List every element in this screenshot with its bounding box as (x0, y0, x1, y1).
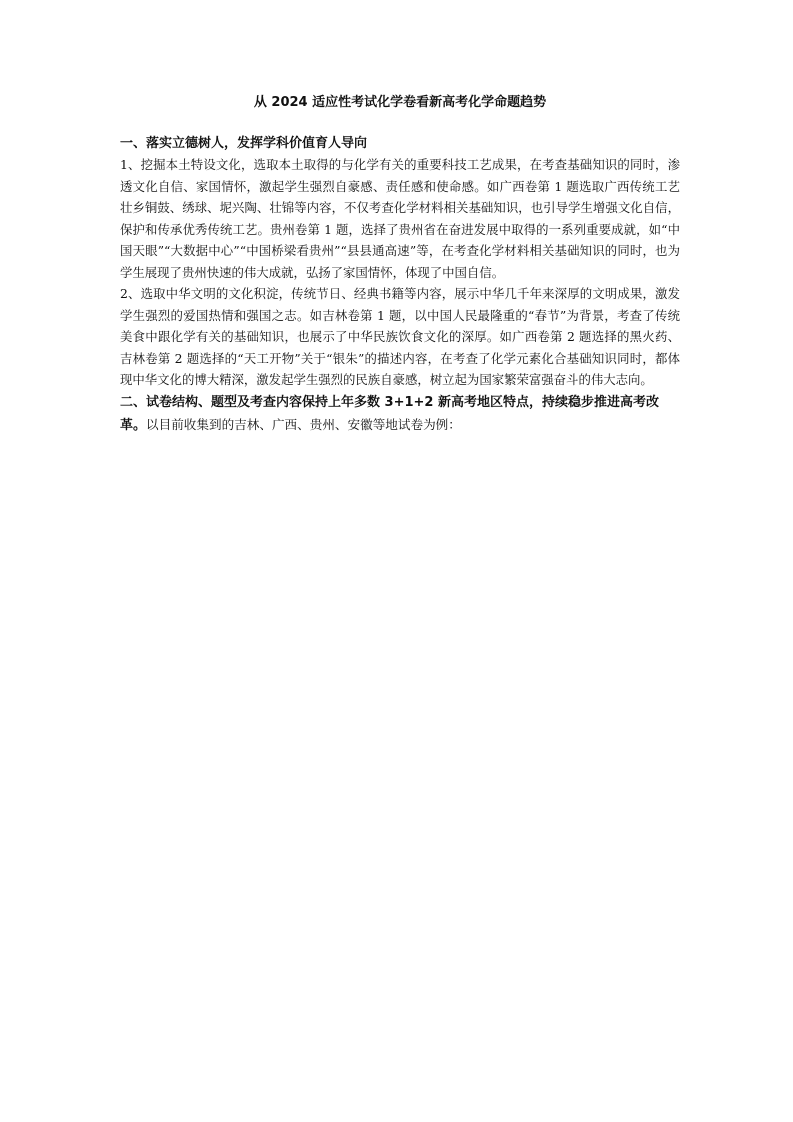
section-2-heading-rest: 以目前收集到的吉林、广西、贵州、安徽等地试卷为例： (146, 416, 461, 432)
section-1-paragraph-2: 2、选取中华文明的文化积淀，传统节日、经典书籍等内容，展示中华几千年来深厚的文明成果，激发学生强烈的爱国热情和强国之志。如吉林卷第 1 题，以中国人民最隆重的“春节”为背景，考查了传统美食中跟化学有关的基础知识，也展示了中华民族饮食文化的深厚。如广西卷第 2 题选择的黑火药、吉林卷第 2 题选择的“天工开物”关于“银朱”的描述内容，在考查了化学元素化合基础知识同时，都体现中华文化的博大精深，激发起学生强烈的民族自豪感，树立起为国家繁荣富强奋斗的伟大志向。 (120, 286, 680, 387)
section-2-heading (120, 391, 680, 437)
section-2-heading-bold: 二、试卷结构、题型及考查内容保持上年多数 3+1+2 新高考地区特点，持续稳步推进高考改革。 (120, 394, 659, 433)
document-title: 从 2024 适应性考试化学卷看新高考化学命题趋势 (253, 95, 547, 110)
section-1-heading: 一、落实立德树人，发挥学科价值育人导向 (120, 136, 368, 151)
document-page (120, 92, 680, 437)
section-1-paragraph-1: 1、挖掘本土特设文化，选取本土取得的与化学有关的重要科技工艺成果，在考查基础知识的同时，渗透文化自信、家国情怀，激起学生强烈自豪感、责任感和使命感。如广西卷第 1 题选取广西传统工艺壮乡铜鼓、绣球、坭兴陶、壮锦等内容，不仅考查化学材料相关基础知识，也引导学生增强文化自信，保护和传承优秀传统工艺。贵州卷第 1 题，选择了贵州省在奋进发展中取得的一系列重要成就，如“中国天眼”“大数据中心”“中国桥梁看贵州”“县县通高速”等，在考查化学材料相关基础知识的同时，也为学生展现了贵州快速的伟大成就，弘扬了家国情怀，体现了中国自信。 (120, 157, 680, 280)
